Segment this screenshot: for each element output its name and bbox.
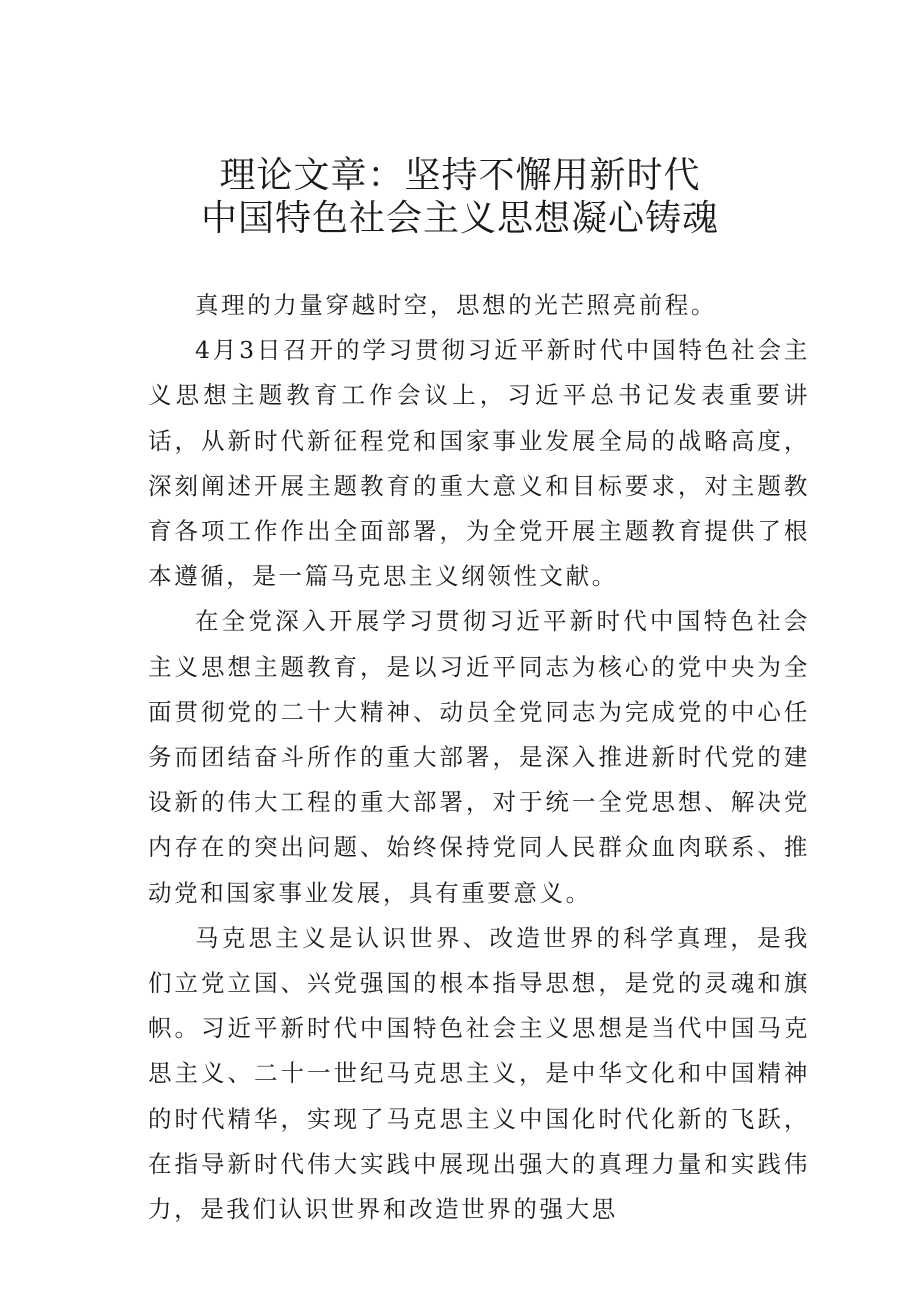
paragraph: 4月3日召开的学习贯彻习近平新时代中国特色社会主义思想主题教育工作会议上，习近平总书记发表重要讲话，从新时代新征程党和国家事业发展全局的战略高度，深刻阐述开展主题教育的重大意义和目标要求，对主题教育各项工作作出全面部署，为全党开展主题教育提供了根本遵循，是一篇马克思主义纲领性文献。 (148, 336, 810, 591)
paragraph: 真理的力量穿越时空，思想的光芒照亮前程。 (195, 291, 717, 319)
paragraph: 在全党深入开展学习贯彻习近平新时代中国特色社会主义思想主题教育，是以习近平同志为核心的党中央为全面贯彻党的二十大精神、动员全党同志为完成党的中心任务而团结奋斗所作的重大部署，是深入推进新时代党的建设新的伟大工程的重大部署，对于统一全党思想、解决党内存在的突出问题、始终保持党同人民群众血肉联系、推动党和国家事业发展，具有重要意义。 (148, 607, 810, 907)
paragraph: 马克思主义是认识世界、改造世界的科学真理，是我们立党立国、兴党强国的根本指导思想，是党的灵魂和旗帜。习近平新时代中国特色社会主义思想是当代中国马克思主义、二十一世纪马克思主义，是中华文化和中国精神的时代精华，实现了马克思主义中国化时代化新的飞跃，在指导新时代伟大实践中展现出强大的真理力量和实践伟力，是我们认识世界和改造世界的强大思 (148, 923, 810, 1224)
document-title-line-1: 理论文章：坚持不懈用新时代 (219, 155, 701, 196)
document-title-line-2: 中国特色社会主义思想凝心铸魂 (200, 198, 719, 239)
document-body (148, 283, 810, 1232)
